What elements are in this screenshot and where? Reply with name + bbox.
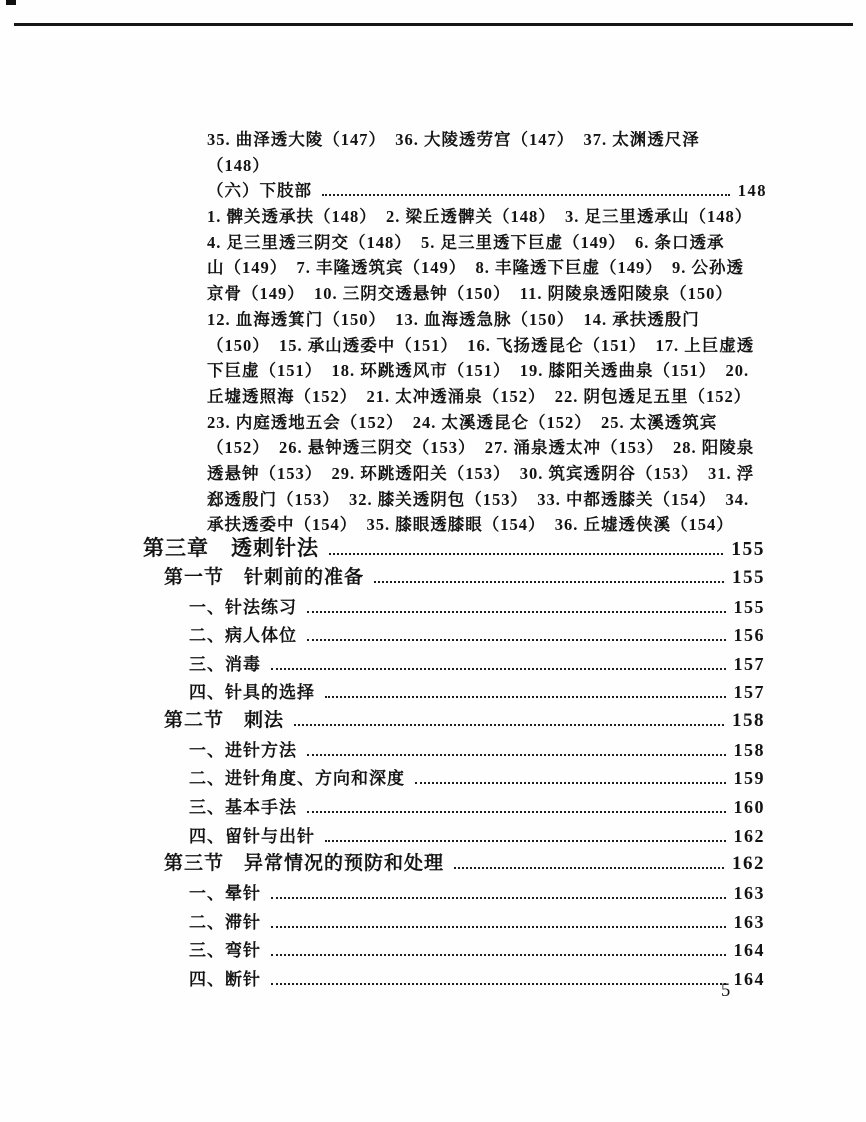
- dot-leader: [454, 867, 724, 869]
- index-line: 京骨（149） 10. 三阴交透悬钟（150） 11. 阴陵泉透阳陵泉（150）: [207, 284, 733, 304]
- dot-leader: [271, 668, 726, 670]
- toc-entry-chapter: [143, 534, 765, 564]
- toc-entry-label: 一、晕针: [189, 884, 261, 904]
- dot-leader: [307, 639, 726, 641]
- index-line: 透悬钟（153） 29. 环跳透阳关（153） 30. 筑宾透阴谷（153） 31. 浮: [207, 463, 755, 483]
- folio-page-number: 5: [721, 981, 732, 1001]
- index-line: 承扶透委中（154） 35. 膝眼透膝眼（154） 36. 丘墟透侠溪（154）: [207, 515, 734, 535]
- toc-entry-label: 二、进针角度、方向和深度: [189, 769, 405, 789]
- toc-entry-item: [189, 822, 765, 851]
- index-line: 35. 曲泽透大陵（147） 36. 大陵透劳宫（147） 37. 太渊透尺泽: [207, 130, 700, 149]
- toc-page-number: 158: [732, 709, 765, 731]
- toc-entry-label: 二、滞针: [189, 912, 261, 932]
- index-line: 下巨虚（151） 18. 环跳透风市（151） 19. 膝阳关透曲泉（151） 20.: [207, 361, 750, 381]
- dot-leader: [307, 754, 726, 756]
- toc-entry-item: [189, 936, 765, 965]
- index-line: （148）: [207, 155, 270, 175]
- toc-entry-label: 二、病人体位: [189, 626, 297, 646]
- toc-entry-label: 三、弯针: [189, 941, 261, 961]
- toc-page-number: 157: [733, 682, 765, 703]
- dot-leader: [322, 194, 730, 196]
- toc-entry-label: 四、断针: [189, 970, 261, 990]
- toc-entry-label: 第一节 针刺前的准备: [164, 566, 365, 588]
- toc-entry-item: [189, 678, 765, 707]
- dot-leader: [271, 983, 726, 985]
- toc-page-number: 159: [733, 768, 765, 789]
- toc-entry-label: 第三章 透刺针法: [143, 536, 319, 560]
- toc-page-number: 158: [733, 739, 765, 760]
- index-line: 4. 足三里透三阴交（148） 5. 足三里透下巨虚（149） 6. 条口透承: [207, 232, 725, 252]
- dot-leader: [325, 696, 726, 698]
- toc-page-number: 155: [731, 539, 765, 560]
- index-line: 23. 内庭透地五会（152） 24. 太溪透昆仑（152） 25. 太溪透筑宾: [207, 412, 718, 432]
- index-line: 郄透殷门（153） 32. 膝关透阴包（153） 33. 中都透膝关（154） 34.: [207, 489, 750, 509]
- dot-leader: [271, 897, 726, 899]
- toc-entry-label: 四、针具的选择: [189, 683, 315, 703]
- toc-entry-item: [189, 593, 765, 622]
- index-line: 1. 髀关透承扶（148） 2. 梁丘透髀关（148） 3. 足三里透承山（148）: [207, 207, 753, 227]
- dot-leader: [271, 926, 726, 928]
- index-list-block: [207, 127, 767, 538]
- index-line: 山（149） 7. 丰隆透筑宾（149） 8. 丰隆透下巨虚（149） 9. 公孙透: [207, 258, 744, 278]
- dot-leader: [307, 611, 726, 613]
- toc-entry-item: [189, 621, 765, 650]
- toc-page-number: 155: [733, 596, 765, 617]
- top-rule: [14, 23, 853, 26]
- toc-entry-label: 一、进针方法: [189, 740, 297, 760]
- toc-page-number: 163: [733, 911, 765, 932]
- toc-entry-item: [189, 908, 765, 937]
- dot-leader: [374, 581, 724, 583]
- index-line: 12. 血海透箕门（150） 13. 血海透急脉（150） 14. 承扶透殷门: [207, 309, 700, 329]
- toc-page-number: 162: [733, 825, 765, 846]
- index-section-label: （六）下肢部: [207, 181, 312, 201]
- toc-entry-label: 四、留针与出针: [189, 826, 315, 846]
- scan-artifact: [6, 0, 16, 5]
- toc-entry-item: [189, 736, 765, 765]
- dot-leader: [325, 840, 726, 842]
- index-section-page-number: 148: [737, 181, 767, 201]
- toc-entry-item: [189, 965, 765, 994]
- toc-page-number: 157: [733, 653, 765, 674]
- dot-leader: [415, 782, 726, 784]
- toc-entry-item: [189, 764, 765, 793]
- toc-entry-label: 三、基本手法: [189, 798, 297, 818]
- toc-page-number: 160: [733, 797, 765, 818]
- toc-entry-item: [189, 650, 765, 679]
- toc-entry-section: [164, 707, 765, 736]
- toc-page-number: 162: [732, 853, 765, 875]
- index-line: 丘墟透照海（152） 21. 太冲透涌泉（152） 22. 阴包透足五里（152）: [207, 386, 752, 406]
- toc-page-number: 164: [733, 940, 765, 961]
- toc-entry-label: 第二节 刺法: [164, 709, 285, 731]
- toc-page-number: 164: [733, 969, 765, 990]
- toc-page-number: 163: [733, 883, 765, 904]
- toc-entry-section: [164, 850, 765, 879]
- table-of-contents: [143, 534, 765, 994]
- toc-entry-item: [189, 793, 765, 822]
- index-line: （150） 15. 承山透委中（151） 16. 飞扬透昆仑（151） 17. 上巨虚透: [207, 335, 755, 355]
- index-section-row: [207, 178, 767, 204]
- index-line: （152） 26. 悬钟透三阴交（153） 27. 涌泉透太冲（153） 28. 阳陵泉: [207, 438, 755, 458]
- toc-entry-label: 第三节 异常情况的预防和处理: [164, 853, 445, 875]
- dot-leader: [271, 954, 726, 956]
- toc-page-number: 155: [732, 566, 765, 588]
- toc-page-number: 156: [733, 625, 765, 646]
- toc-entry-label: 一、针法练习: [189, 597, 297, 617]
- dot-leader: [307, 811, 726, 813]
- toc-entry-section: [164, 564, 765, 593]
- dot-leader: [294, 724, 724, 726]
- toc-entry-label: 三、消毒: [189, 654, 261, 674]
- dot-leader: [329, 553, 723, 555]
- toc-entry-item: [189, 879, 765, 908]
